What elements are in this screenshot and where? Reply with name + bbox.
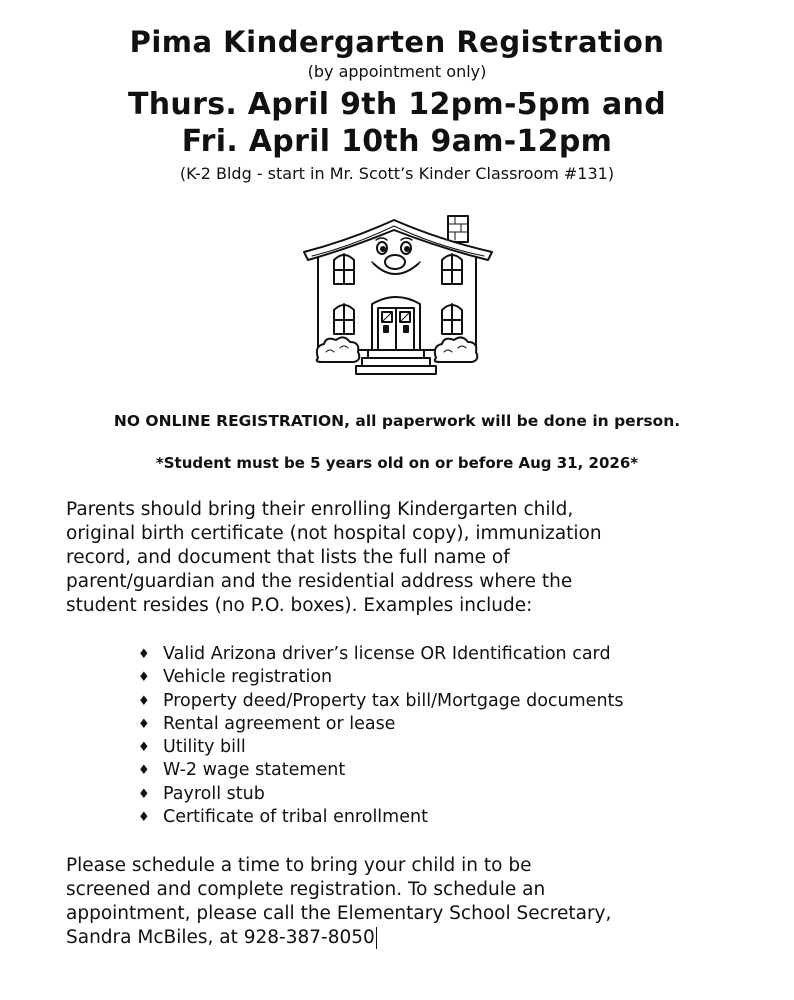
paragraph-line: appointment, please call the Elementary School Secretary, [66,903,612,924]
date-line-friday: Fri. April 10th 9am-12pm [181,124,613,159]
paragraph-line: Parents should bring their enrolling Kindergarten child, [66,499,574,520]
phone-contact-text[interactable]: Sandra McBiles, at 928-387-8050 [66,927,375,948]
text-cursor [376,927,378,949]
list-item-label: Valid Arizona driver’s license OR Identification card [163,644,611,664]
location-note: (K-2 Bldg - start in Mr. Scott’s Kinder Classroom #131) [179,164,615,183]
paragraph-line: original birth certificate (not hospital copy), immunization [66,523,602,544]
list-item-label: Property deed/Property tax bill/Mortgage documents [163,690,624,711]
diamond-bullet-icon: ♦ [138,810,150,826]
diamond-bullet-icon: ♦ [138,763,150,779]
diamond-bullet-icon: ♦ [138,647,150,662]
paragraph-line: Please schedule a time to bring your child in to be [66,855,532,876]
diamond-bullet-icon: ♦ [138,786,150,802]
examples-list [138,643,758,829]
list-item-label: Rental agreement or lease [163,713,396,734]
paragraph-line: record, and document that lists the full name of [66,547,510,568]
paragraph-line: parent/guardian and the residential address where the [66,571,573,592]
diamond-bullet-icon: ♦ [138,670,150,686]
list-item-label: Vehicle registration [163,667,333,688]
list-item [138,759,758,782]
list-item [138,783,758,806]
paragraph-line-last [66,926,756,950]
school-house-icon [300,212,496,384]
paragraph-line: screened and complete registration. To schedule an [66,879,546,900]
list-item [138,736,758,759]
list-item [138,806,758,829]
diamond-bullet-icon: ♦ [138,693,150,709]
age-requirement-notice: *Student must be 5 years old on or before Aug 31, 2026* [155,454,639,472]
date-line-thursday: Thurs. April 9th 12pm-5pm and [128,87,666,122]
list-item [138,690,758,713]
paragraph-line: student resides (no P.O. boxes). Examples include: [66,595,533,616]
no-online-registration-notice: NO ONLINE REGISTRATION, all paperwork will be done in person. [113,412,681,430]
list-item-label: Certificate of tribal enrollment [163,807,428,828]
list-item-label: Utility bill [163,737,246,758]
page-subtitle: (by appointment only) [307,62,487,81]
list-item [138,666,758,689]
list-item-label: Payroll stub [163,783,265,804]
schedule-paragraph [66,854,756,950]
documents-paragraph [66,498,756,618]
list-item [138,643,758,666]
diamond-bullet-icon: ♦ [138,716,150,732]
list-item [138,713,758,736]
list-item-label: W-2 wage statement [163,760,346,781]
diamond-bullet-icon: ♦ [138,740,150,756]
page-title: Pima Kindergarten Registration [129,25,665,59]
